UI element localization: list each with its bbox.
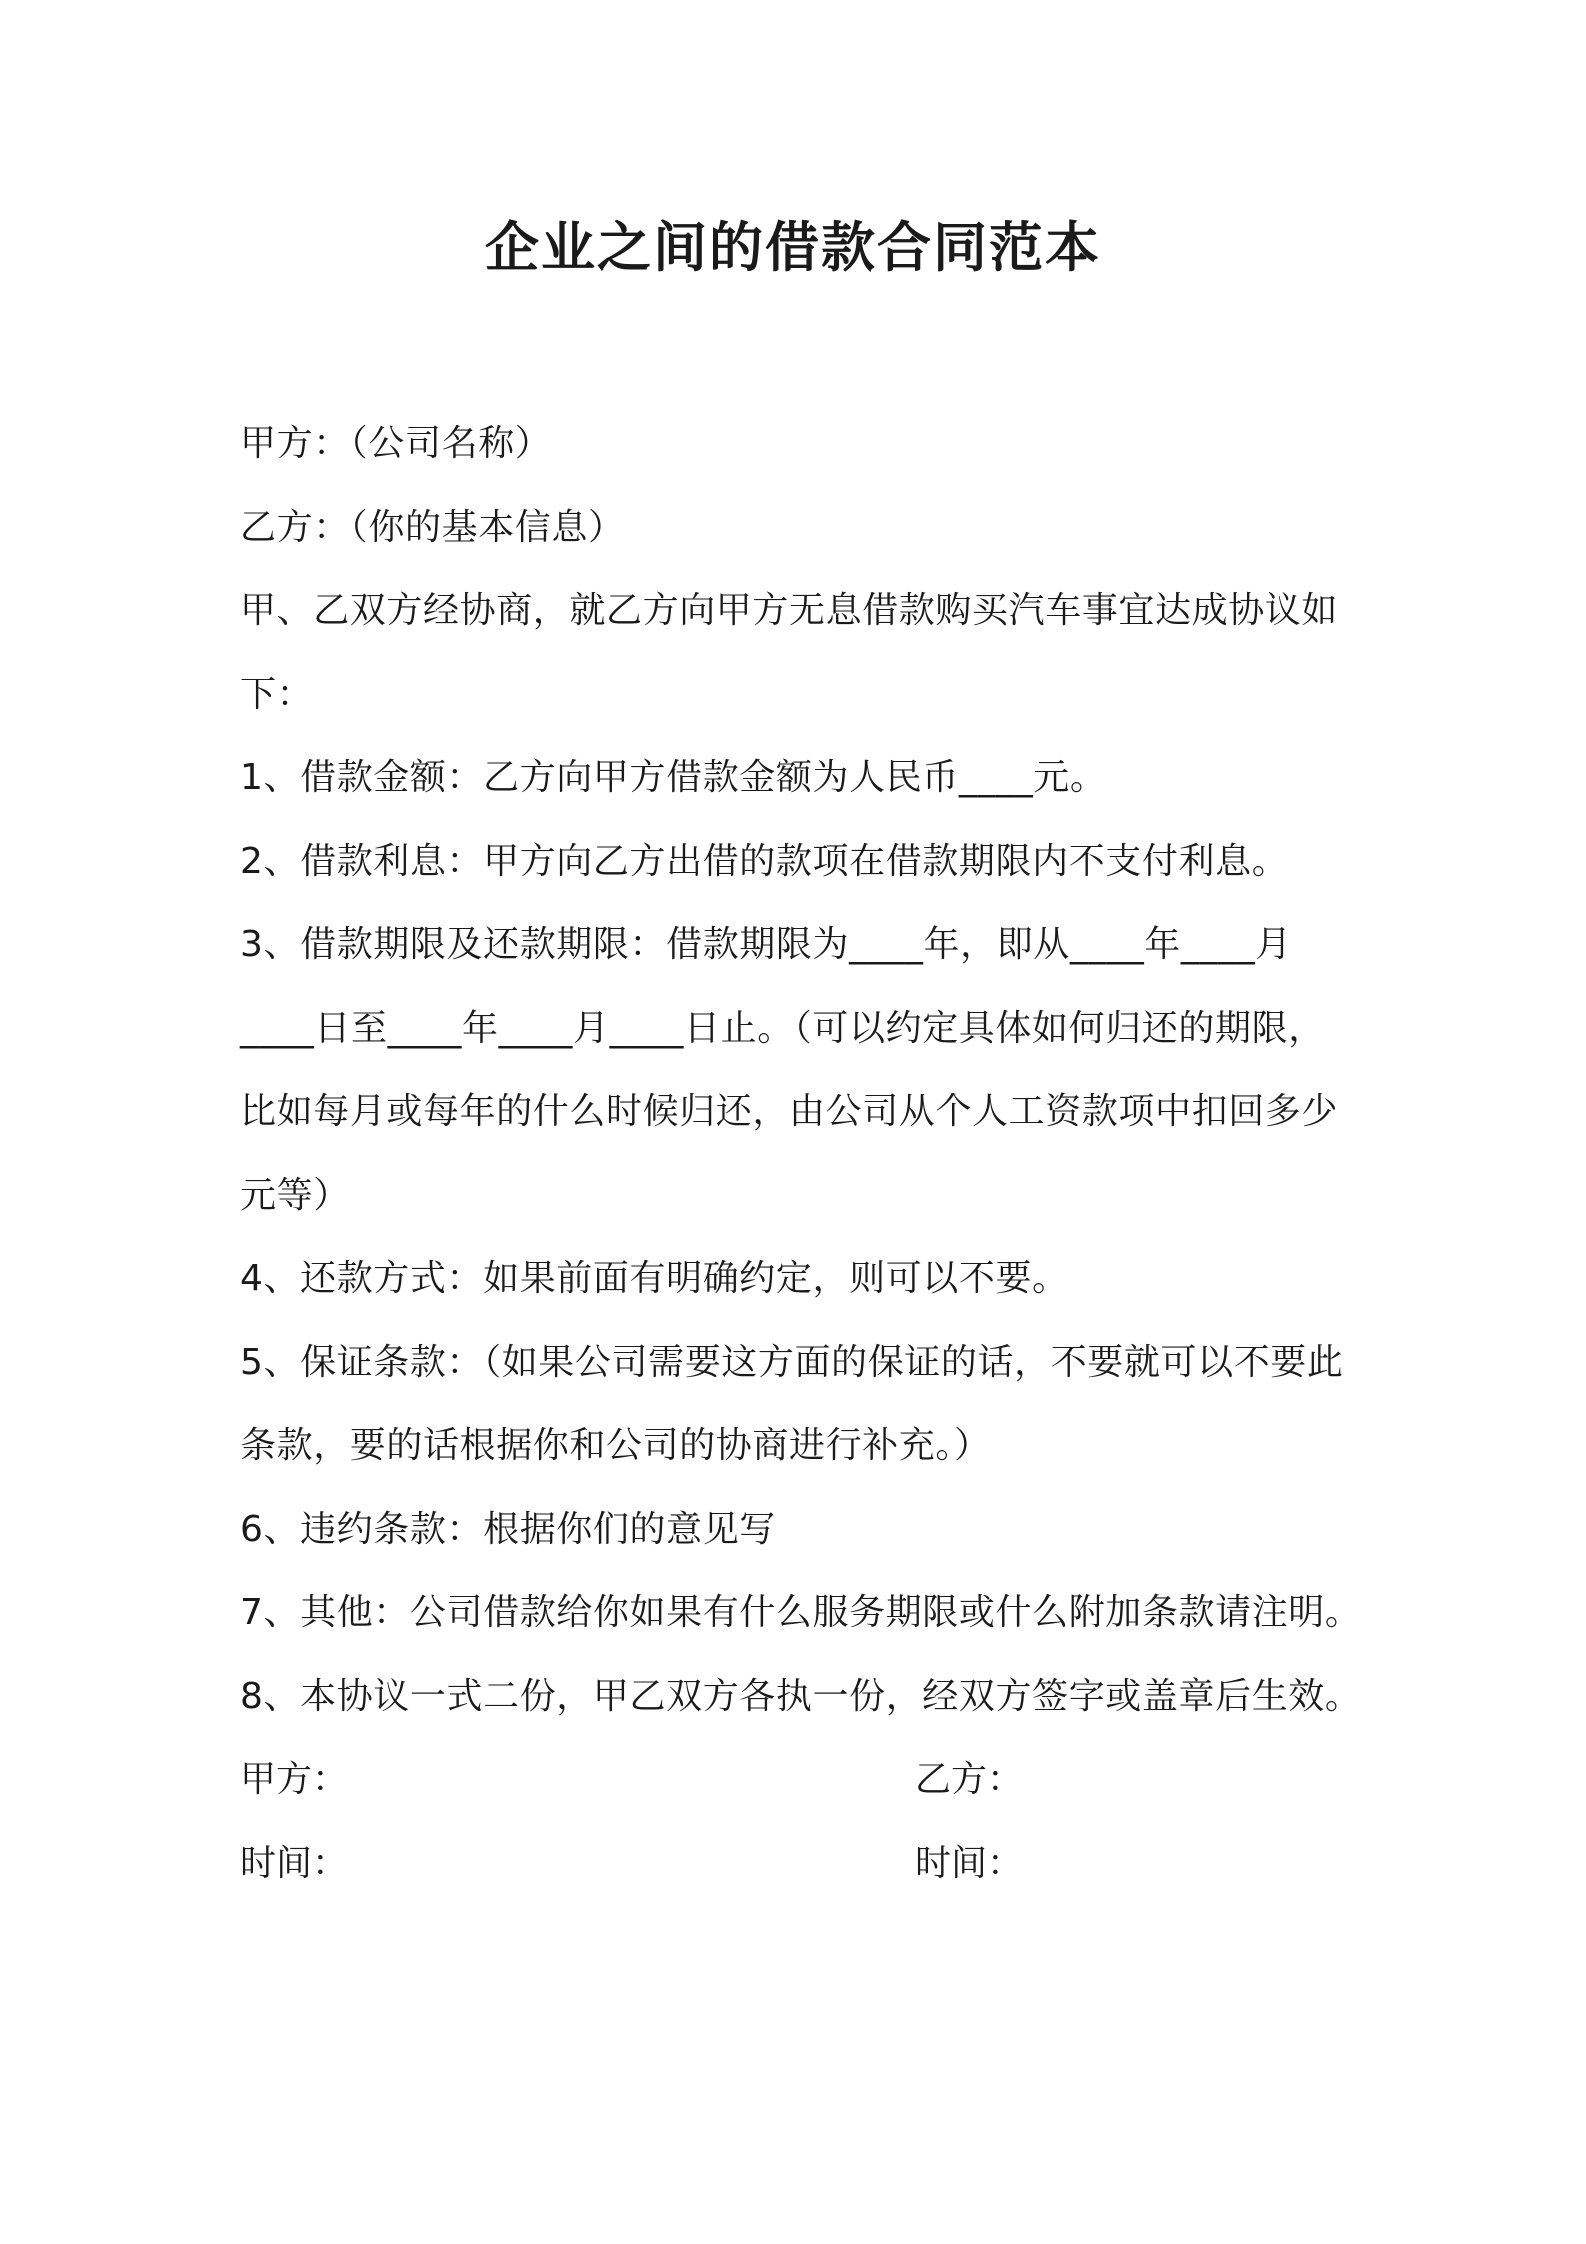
intro-line-2: 下： <box>240 673 314 715</box>
clause-3-term-line-1: 3、借款期限及还款期限：借款期限为____年，即从____年____月 <box>240 924 1292 965</box>
party-b-signature-label: 乙方： <box>915 1759 1024 1800</box>
date-row <box>240 1822 1370 1906</box>
intro-line-1: 甲、乙双方经协商，就乙方向甲方无息借款购买汽车事宜达成协议如 <box>240 590 1339 631</box>
clause-4-repayment: 4、还款方式：如果前面有明确约定，则可以不要。 <box>240 1258 1069 1299</box>
clause-3-term-line-4: 元等） <box>240 1174 350 1216</box>
clause-7-other: 7、其他：公司借款给你如果有什么服务期限或什么附加条款请注明。 <box>240 1592 1362 1633</box>
party-b-time-label: 时间： <box>915 1842 1024 1884</box>
clause-6-breach: 6、违约条款：根据你们的意见写 <box>240 1508 776 1550</box>
signature-row <box>240 1738 1370 1822</box>
document-body <box>240 402 1370 1905</box>
party-a-line: 甲方：（公司名称） <box>240 423 552 464</box>
clause-5-guarantee-line-2: 条款，要的话根据你和公司的协商进行补充。） <box>240 1425 991 1466</box>
clause-8-copies: 8、本协议一式二份，甲乙双方各执一份，经双方签字或盖章后生效。 <box>240 1675 1362 1717</box>
party-b-line: 乙方：（你的基本信息） <box>240 506 625 548</box>
clause-3-term-line-2: ____日至____年____月____日止。（可以约定具体如何归还的期限， <box>240 1007 1325 1049</box>
document-title: 企业之间的借款合同范本 <box>485 216 1101 279</box>
clause-1-amount: 1、借款金额：乙方向甲方借款金额为人民币____元。 <box>240 757 1107 798</box>
party-a-signature-label: 甲方： <box>240 1759 349 1800</box>
party-a-time-label: 时间： <box>240 1842 349 1884</box>
clause-5-guarantee-line-1: 5、保证条款：（如果公司需要这方面的保证的话，不要就可以不要此 <box>240 1341 1344 1383</box>
clause-3-term-line-3: 比如每月或每年的什么时候归还，由公司从个人工资款项中扣回多少 <box>240 1091 1339 1132</box>
clause-2-interest: 2、借款利息：甲方向乙方出借的款项在借款期限内不支付利息。 <box>240 840 1289 882</box>
